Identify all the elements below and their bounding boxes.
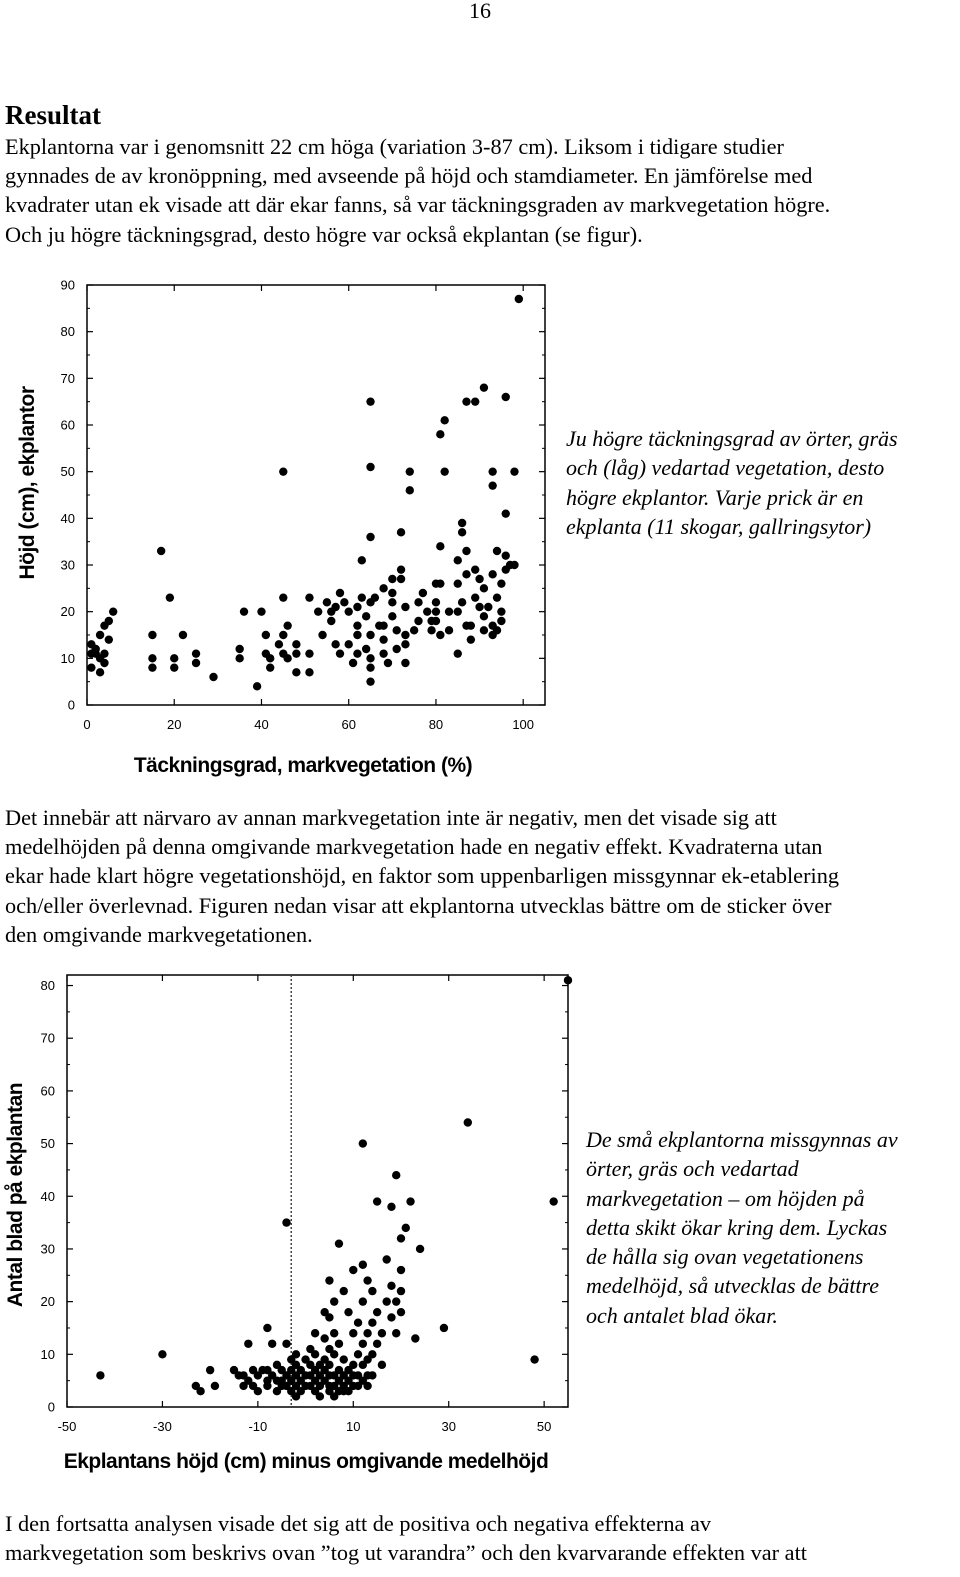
y-axis-title: Antal blad på ekplantan — [4, 1082, 27, 1308]
data-point — [345, 607, 353, 615]
data-point — [493, 626, 501, 634]
data-point — [401, 640, 409, 648]
data-point — [292, 640, 300, 648]
x-axis-title: Ekplantans höjd (cm) minus omgivande medelhöjd — [63, 1450, 549, 1473]
data-point — [192, 659, 200, 667]
data-point — [401, 631, 409, 639]
caption-2-line: De små ekplantorna missgynnas av — [586, 1127, 898, 1152]
paragraph-2-line: och/eller överlevnad. Figuren nedan visar att ekplantorna utvecklas bättre om de sticker över — [5, 892, 832, 918]
data-point — [462, 397, 470, 405]
data-point — [445, 626, 453, 634]
data-point — [292, 1350, 300, 1358]
data-point — [235, 654, 243, 662]
data-point — [427, 626, 435, 634]
paragraph-1-line: Och ju högre täckningsgrad, desto högre var också ekplantan (se figur). — [5, 221, 643, 247]
data-point — [353, 631, 361, 639]
data-point — [475, 603, 483, 611]
data-point — [166, 593, 174, 601]
y-tick-label: 90 — [60, 277, 75, 293]
data-point — [211, 1382, 219, 1390]
data-point — [410, 626, 418, 634]
data-point — [209, 673, 217, 681]
data-point — [406, 1197, 414, 1205]
data-point — [471, 397, 479, 405]
data-point — [331, 603, 339, 611]
data-point — [471, 593, 479, 601]
data-point — [480, 383, 488, 391]
data-point — [362, 612, 370, 620]
data-point — [292, 649, 300, 657]
paragraph-2-line: medelhöjden på denna omgivande markvegetation hade en negativ effekt. Kvadraterna utan — [5, 834, 823, 860]
data-point — [549, 1197, 557, 1205]
data-point — [416, 1245, 424, 1253]
data-point — [359, 1297, 367, 1305]
data-point — [488, 570, 496, 578]
y-tick-label: 40 — [60, 510, 75, 526]
data-point — [497, 617, 505, 625]
data-point — [436, 430, 444, 438]
paragraph-3-line: I den fortsatta analysen visade det sig att de positiva och negativa effekterna av — [5, 1511, 712, 1536]
data-point — [458, 598, 466, 606]
paragraph-2-line: den omgivande markvegetationen. — [5, 921, 313, 947]
data-point — [282, 1340, 290, 1348]
data-point — [358, 593, 366, 601]
data-point — [325, 1361, 333, 1369]
page-number: 16 — [469, 0, 491, 23]
data-point — [373, 1197, 381, 1205]
data-point — [392, 1329, 400, 1337]
data-point — [353, 649, 361, 657]
data-point — [325, 1276, 333, 1284]
data-point — [401, 659, 409, 667]
data-point — [371, 593, 379, 601]
y-tick-label: 20 — [40, 1294, 55, 1310]
data-point — [148, 663, 156, 671]
data-point — [454, 607, 462, 615]
data-point — [397, 575, 405, 583]
data-point — [493, 593, 501, 601]
data-point — [373, 1308, 381, 1316]
data-point — [263, 1382, 271, 1390]
data-point — [318, 631, 326, 639]
data-point — [515, 295, 523, 303]
paragraph-2-line: ekar hade klart högre vegetationshöjd, en faktor som uppenbarligen missgynnar ek-etablering — [5, 863, 839, 889]
data-point — [493, 547, 501, 555]
data-point — [379, 649, 387, 657]
data-point — [378, 1361, 386, 1369]
data-point — [345, 640, 353, 648]
data-point — [311, 1329, 319, 1337]
data-point — [311, 1350, 319, 1358]
data-point — [406, 486, 414, 494]
caption-1-line: och (låg) vedartad vegetation, desto — [566, 455, 885, 481]
data-point — [368, 1287, 376, 1295]
data-point — [170, 654, 178, 662]
y-tick-label: 60 — [60, 417, 75, 433]
paragraph-2 — [5, 803, 957, 949]
data-point — [240, 607, 248, 615]
data-point — [382, 1297, 390, 1305]
data-point — [388, 575, 396, 583]
data-point — [100, 649, 108, 657]
data-point — [480, 584, 488, 592]
paragraph-1-line: Ekplantorna var i genomsnitt 22 cm höga (variation 3-87 cm). Liksom i tidigare studier — [5, 134, 784, 159]
data-point — [305, 649, 313, 657]
caption-2-line: de hålla sig ovan vegetationens — [586, 1244, 864, 1270]
data-point — [488, 481, 496, 489]
y-tick-label: 60 — [40, 1083, 55, 1099]
data-point — [279, 467, 287, 475]
data-point — [359, 1139, 367, 1147]
x-tick-label: 50 — [536, 1419, 552, 1434]
data-point — [388, 612, 396, 620]
caption-2-line: örter, gräs och vedartad — [586, 1156, 799, 1182]
x-tick-label: 30 — [441, 1419, 456, 1434]
height-vs-coverage-scatter-chart — [0, 270, 560, 790]
y-tick-label: 30 — [60, 557, 75, 573]
data-point — [475, 575, 483, 583]
data-point — [266, 654, 274, 662]
data-point — [354, 1319, 362, 1327]
data-point — [340, 1355, 348, 1363]
data-point — [282, 1218, 290, 1226]
data-point — [440, 416, 448, 424]
data-point — [330, 1329, 338, 1337]
data-point — [325, 1313, 333, 1321]
data-point — [354, 1350, 362, 1358]
data-point — [471, 565, 479, 573]
data-point — [464, 1118, 472, 1126]
y-tick-label: 80 — [40, 978, 55, 994]
data-point — [406, 467, 414, 475]
data-point — [275, 640, 283, 648]
data-point — [379, 584, 387, 592]
data-point — [392, 1297, 400, 1305]
section-heading: Resultat — [5, 100, 101, 130]
y-axis-title: Höjd (cm), ekplantor — [16, 386, 39, 580]
data-point — [402, 1224, 410, 1232]
data-point — [340, 598, 348, 606]
data-point — [263, 1324, 271, 1332]
data-point — [454, 579, 462, 587]
paragraph-3 — [5, 1509, 957, 1567]
data-point — [353, 621, 361, 629]
data-point — [440, 1324, 448, 1332]
data-point — [349, 1329, 357, 1337]
data-point — [335, 1340, 343, 1348]
data-point — [359, 1340, 367, 1348]
data-point — [363, 1276, 371, 1284]
data-point — [379, 621, 387, 629]
data-point — [305, 668, 313, 676]
data-point — [564, 976, 572, 984]
data-point — [423, 607, 431, 615]
data-point — [314, 607, 322, 615]
data-point — [530, 1355, 538, 1363]
data-point — [353, 603, 361, 611]
paragraph-1 — [5, 132, 957, 249]
paragraph-3-line: markvegetation som beskrivs ovan ”tog ut varandra” och den kvarvarande effekten var att — [5, 1540, 807, 1566]
data-point — [148, 654, 156, 662]
data-point — [366, 533, 374, 541]
data-point — [462, 570, 470, 578]
data-point — [388, 589, 396, 597]
x-tick-label: 40 — [254, 717, 269, 732]
data-point — [458, 528, 466, 536]
data-point — [397, 1308, 405, 1316]
data-point — [366, 397, 374, 405]
data-point — [366, 654, 374, 662]
data-point — [467, 621, 475, 629]
data-point — [158, 1350, 166, 1358]
data-point — [392, 1171, 400, 1179]
caption-2-line: markvegetation – om höjden på — [586, 1185, 865, 1211]
data-point — [432, 607, 440, 615]
data-point — [196, 1387, 204, 1395]
data-point — [87, 663, 95, 671]
data-point — [335, 1239, 343, 1247]
x-tick-label: -30 — [153, 1419, 172, 1434]
data-point — [105, 617, 113, 625]
data-point — [336, 589, 344, 597]
data-point — [330, 1297, 338, 1305]
data-point — [268, 1340, 276, 1348]
caption-2-line: och antalet blad ökar. — [586, 1302, 778, 1328]
data-point — [363, 1382, 371, 1390]
data-point — [502, 393, 510, 401]
data-point — [373, 1340, 381, 1348]
x-tick-label: 20 — [167, 717, 182, 732]
data-point — [320, 1334, 328, 1342]
data-point — [497, 579, 505, 587]
data-point — [257, 607, 265, 615]
data-point — [358, 556, 366, 564]
data-point — [305, 593, 313, 601]
y-tick-label: 70 — [60, 370, 75, 386]
data-point — [336, 649, 344, 657]
caption-1-line: ekplanta (11 skogar, gallringsytor) — [566, 513, 872, 539]
data-point — [366, 663, 374, 671]
data-point — [462, 547, 470, 555]
x-tick-label: 80 — [428, 717, 444, 732]
x-tick-label: 100 — [512, 717, 535, 732]
data-point — [397, 565, 405, 573]
data-point — [366, 463, 374, 471]
leaves-vs-relative-height-scatter-chart — [0, 965, 580, 1485]
data-point — [392, 626, 400, 634]
data-point — [349, 1266, 357, 1274]
data-point — [436, 579, 444, 587]
data-point — [378, 1329, 386, 1337]
data-point — [340, 1287, 348, 1295]
data-point — [379, 635, 387, 643]
data-point — [414, 617, 422, 625]
plot-frame — [67, 975, 568, 1407]
y-tick-label: 10 — [40, 1346, 55, 1362]
data-point — [384, 659, 392, 667]
data-point — [105, 635, 113, 643]
data-point — [349, 1361, 357, 1369]
data-point — [392, 645, 400, 653]
data-point — [344, 1308, 352, 1316]
x-tick-label: -10 — [248, 1419, 268, 1434]
data-point — [92, 645, 100, 653]
data-point — [292, 668, 300, 676]
data-point — [283, 654, 291, 662]
data-point — [440, 467, 448, 475]
y-tick-label: 30 — [40, 1241, 55, 1257]
data-point — [387, 1313, 395, 1321]
data-point — [148, 631, 156, 639]
data-point — [244, 1340, 252, 1348]
caption-2-line: detta skikt ökar kring dem. Lyckas — [586, 1214, 888, 1240]
data-point — [387, 1282, 395, 1290]
data-point — [100, 659, 108, 667]
data-point — [419, 589, 427, 597]
data-point — [359, 1261, 367, 1269]
data-point — [262, 631, 270, 639]
data-point — [436, 542, 444, 550]
data-point — [401, 603, 409, 611]
data-point — [192, 649, 200, 657]
data-point — [96, 668, 104, 676]
data-point — [458, 519, 466, 527]
data-point — [397, 1266, 405, 1274]
caption-2-line: medelhöjd, så utvecklas de bättre — [586, 1273, 880, 1299]
data-point — [363, 1329, 371, 1337]
data-point — [279, 593, 287, 601]
plot-frame — [87, 285, 545, 705]
data-point — [445, 607, 453, 615]
data-point — [109, 607, 117, 615]
data-point — [253, 682, 261, 690]
data-point — [96, 631, 104, 639]
data-point — [467, 635, 475, 643]
data-point — [368, 1371, 376, 1379]
data-point — [368, 1350, 376, 1358]
data-point — [316, 1392, 324, 1400]
data-point — [397, 528, 405, 536]
data-point — [157, 547, 165, 555]
data-point — [327, 617, 335, 625]
data-point — [497, 607, 505, 615]
data-point — [366, 677, 374, 685]
paragraph-1-line: kvadrater utan ek visade att där ekar fanns, så var täckningsgraden av markvegetation högre. — [5, 192, 831, 218]
paragraph-1-line: gynnades de av kronöppning, med avseende på höjd och stamdiameter. En jämförelse med — [5, 163, 813, 189]
data-point — [388, 598, 396, 606]
x-axis-title: Täckningsgrad, markvegetation (%) — [133, 754, 473, 777]
data-point — [432, 617, 440, 625]
data-point — [411, 1334, 419, 1342]
data-point — [510, 561, 518, 569]
data-point — [502, 509, 510, 517]
paragraph-2-line: Det innebär att närvaro av annan markvegetation inte är negativ, men det visade sig att — [5, 805, 777, 830]
data-point — [382, 1255, 390, 1263]
data-point — [179, 631, 187, 639]
data-point — [454, 649, 462, 657]
y-tick-label: 50 — [60, 464, 75, 480]
data-point — [397, 1287, 405, 1295]
caption-1-line: högre ekplantor. Varje prick är en — [566, 484, 864, 510]
data-point — [266, 663, 274, 671]
data-point — [397, 1234, 405, 1242]
data-point — [502, 551, 510, 559]
data-point — [206, 1366, 214, 1374]
y-tick-label: 0 — [67, 697, 75, 713]
data-point — [480, 612, 488, 620]
data-point — [331, 640, 339, 648]
data-point — [323, 598, 331, 606]
data-point — [368, 1319, 376, 1327]
data-point — [362, 645, 370, 653]
y-tick-label: 80 — [60, 324, 75, 340]
figure-1-caption — [566, 424, 898, 541]
x-tick-label: 0 — [83, 717, 91, 732]
x-tick-label: 60 — [341, 717, 356, 732]
y-tick-label: 70 — [40, 1030, 55, 1046]
data-point — [432, 598, 440, 606]
data-point — [488, 467, 496, 475]
data-point — [480, 626, 488, 634]
data-point — [254, 1387, 262, 1395]
y-tick-label: 50 — [40, 1136, 55, 1152]
data-point — [484, 603, 492, 611]
data-point — [436, 631, 444, 639]
data-point — [349, 659, 357, 667]
data-point — [366, 631, 374, 639]
y-tick-label: 20 — [60, 604, 75, 620]
x-tick-label: -50 — [57, 1419, 77, 1434]
data-point — [170, 663, 178, 671]
y-tick-label: 0 — [47, 1399, 55, 1415]
figure-2-caption — [586, 1125, 898, 1330]
data-point — [387, 1203, 395, 1211]
y-tick-label: 40 — [40, 1188, 55, 1204]
caption-1-line: Ju högre täckningsgrad av örter, gräs — [566, 426, 898, 451]
data-point — [510, 467, 518, 475]
y-tick-label: 10 — [60, 650, 75, 666]
data-point — [330, 1350, 338, 1358]
data-point — [96, 1371, 104, 1379]
data-point — [235, 645, 243, 653]
data-point — [454, 556, 462, 564]
data-point — [283, 621, 291, 629]
x-tick-label: 10 — [346, 1419, 361, 1434]
data-point — [414, 598, 422, 606]
data-point — [279, 631, 287, 639]
